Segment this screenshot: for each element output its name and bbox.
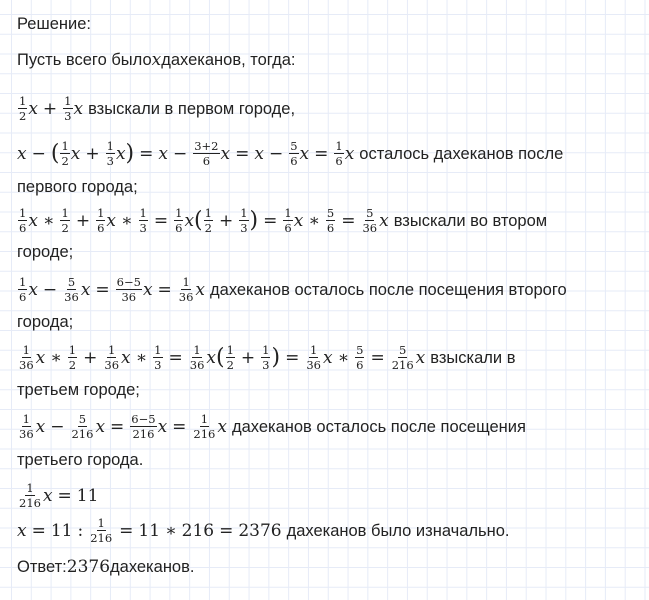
fraction: $\frac{1}{216}$ <box>19 481 41 510</box>
fraction: $\frac{5}{216}$ <box>71 412 94 441</box>
equation-line-5-continuation: третьем городе; <box>17 381 140 399</box>
equation-8-description: дахеканов было изначально. <box>286 521 510 540</box>
fraction: $\frac{1}{6}$ <box>97 206 105 235</box>
fraction: $\frac{1}{36}$ <box>178 275 194 304</box>
fraction: $\frac{1}{6}$ <box>19 206 27 235</box>
fraction: $\frac{1}{36}$ <box>19 412 34 441</box>
equation-2-description: осталось дахеканов после <box>359 144 564 163</box>
equation-line-6-continuation: третьего города. <box>17 451 144 469</box>
intro-line <box>17 50 295 70</box>
intro-text-before: Пусть всего было <box>17 51 152 69</box>
answer-line <box>17 557 194 577</box>
fraction: $\frac{1}{3}$ <box>106 139 114 168</box>
equation-line-3-continuation: городе; <box>17 243 74 261</box>
equation-line-4-continuation: города; <box>17 313 74 331</box>
equation-6-description: дахеканов осталось после посещения <box>231 417 526 436</box>
equation-3-description: взыскали во втором <box>393 211 548 230</box>
fraction: $\frac{1}{36}$ <box>306 343 321 372</box>
fraction: $\frac{6-5}{216}$ <box>131 412 156 441</box>
fraction: $\frac{1}{216}$ <box>193 412 216 441</box>
answer-label: Ответ: <box>17 558 67 576</box>
fraction: $\frac{1}{36}$ <box>189 343 205 372</box>
fraction: $\frac{3+2}{6}$ <box>194 139 219 168</box>
fraction: $\frac{1}{3}$ <box>154 343 162 372</box>
fraction: $\frac{1}{2}$ <box>61 139 69 168</box>
fraction: $\frac{1}{2}$ <box>204 206 212 235</box>
fraction: $\frac{1}{6}$ <box>175 206 183 235</box>
equation-line-8: x = 11 : $\frac{1}{216}$ = 11 ∗ 216 = 2376 дахеканов было изначально. <box>17 516 510 545</box>
equation-line-2-continuation: первого города; <box>17 178 138 196</box>
equation-line-2: x − ( $\frac{1}{2}$ x + $\frac{1}{3}$ x ) = x − $\frac{3+2}{6}$ x = x − $\frac{5}{6}$ x = $\frac{1}{6}$ x осталось дахеканов после <box>17 139 564 168</box>
fraction: $\frac{1}{6}$ <box>284 206 292 235</box>
equation-line-6: $\frac{1}{36}$ x − $\frac{5}{216}$ x = $\frac{6-5}{216}$ x = $\frac{1}{216}$ x дахеканов осталось после посещения <box>19 412 526 441</box>
fraction: $\frac{1}{2}$ <box>226 343 234 372</box>
fraction: $\frac{1}{3}$ <box>262 343 270 372</box>
fraction: $\frac{5}{6}$ <box>290 139 298 168</box>
fraction: $\frac{1}{6}$ <box>335 139 343 168</box>
equation-4-description: дахеканов осталось после посещения второго <box>210 280 567 299</box>
fraction: $\frac{1}{6}$ <box>19 275 27 304</box>
heading-text: Решение: <box>17 15 91 33</box>
equation-line-5: $\frac{1}{36}$ x ∗ $\frac{1}{2}$ + $\frac{1}{36}$ x ∗ $\frac{1}{3}$ = $\frac{1}{36}$ x ( $\frac{1}{2}$ + $\frac{1}{3}$ ) = $\frac{1}{36}$ x ∗ $\frac{5}{6}$ = $\frac{5}{216}$ x взыскали в <box>19 343 516 372</box>
solution-heading <box>17 14 91 34</box>
fraction: $\frac{1}{2}$ <box>68 343 77 372</box>
fraction: $\frac{5}{36}$ <box>362 206 378 235</box>
fraction: $\frac{5}{216}$ <box>391 343 414 372</box>
fraction: $\frac{6-5}{36}$ <box>116 275 141 304</box>
fraction: $\frac{5}{6}$ <box>326 206 335 235</box>
fraction: $\frac{1}{36}$ <box>19 343 34 372</box>
fraction: $\frac{1}{216}$ <box>90 516 113 545</box>
equation-line-7: $\frac{1}{216}$ x = 11 <box>19 481 99 510</box>
answer-value: 2376 <box>66 557 111 577</box>
variable-x: x <box>151 50 162 70</box>
equation-1-description: взыскали в первом городе, <box>88 99 296 118</box>
fraction: $\frac{5}{6}$ <box>356 343 364 372</box>
intro-text-after: дахеканов, тогда: <box>161 51 296 69</box>
fraction: $\frac{1}{3}$ <box>64 94 72 123</box>
fraction: $\frac{1}{2}$ <box>61 206 69 235</box>
equation-line-1: $\frac{1}{2}$ x + $\frac{1}{3}$ x взыскали в первом городе, <box>19 94 296 123</box>
equation-line-3: $\frac{1}{6}$ x ∗ $\frac{1}{2}$ + $\frac{1}{6}$ x ∗ $\frac{1}{3}$ = $\frac{1}{6}$ x ( $\frac{1}{2}$ + $\frac{1}{3}$ ) = $\frac{1}{6}$ x ∗ $\frac{5}{6}$ = $\frac{5}{36}$ x взыскали во втором <box>19 206 548 235</box>
answer-unit: дахеканов. <box>110 558 195 576</box>
equation-5-description: взыскали в <box>430 348 516 367</box>
fraction: $\frac{5}{36}$ <box>64 275 79 304</box>
equation-line-4: $\frac{1}{6}$ x − $\frac{5}{36}$ x = $\frac{6-5}{36}$ x = $\frac{1}{36}$ x дахеканов осталось после посещения второго <box>19 275 567 304</box>
fraction: $\frac{1}{3}$ <box>139 206 147 235</box>
fraction: $\frac{1}{2}$ <box>19 94 27 123</box>
fraction: $\frac{1}{36}$ <box>104 343 120 372</box>
fraction: $\frac{1}{3}$ <box>240 206 248 235</box>
